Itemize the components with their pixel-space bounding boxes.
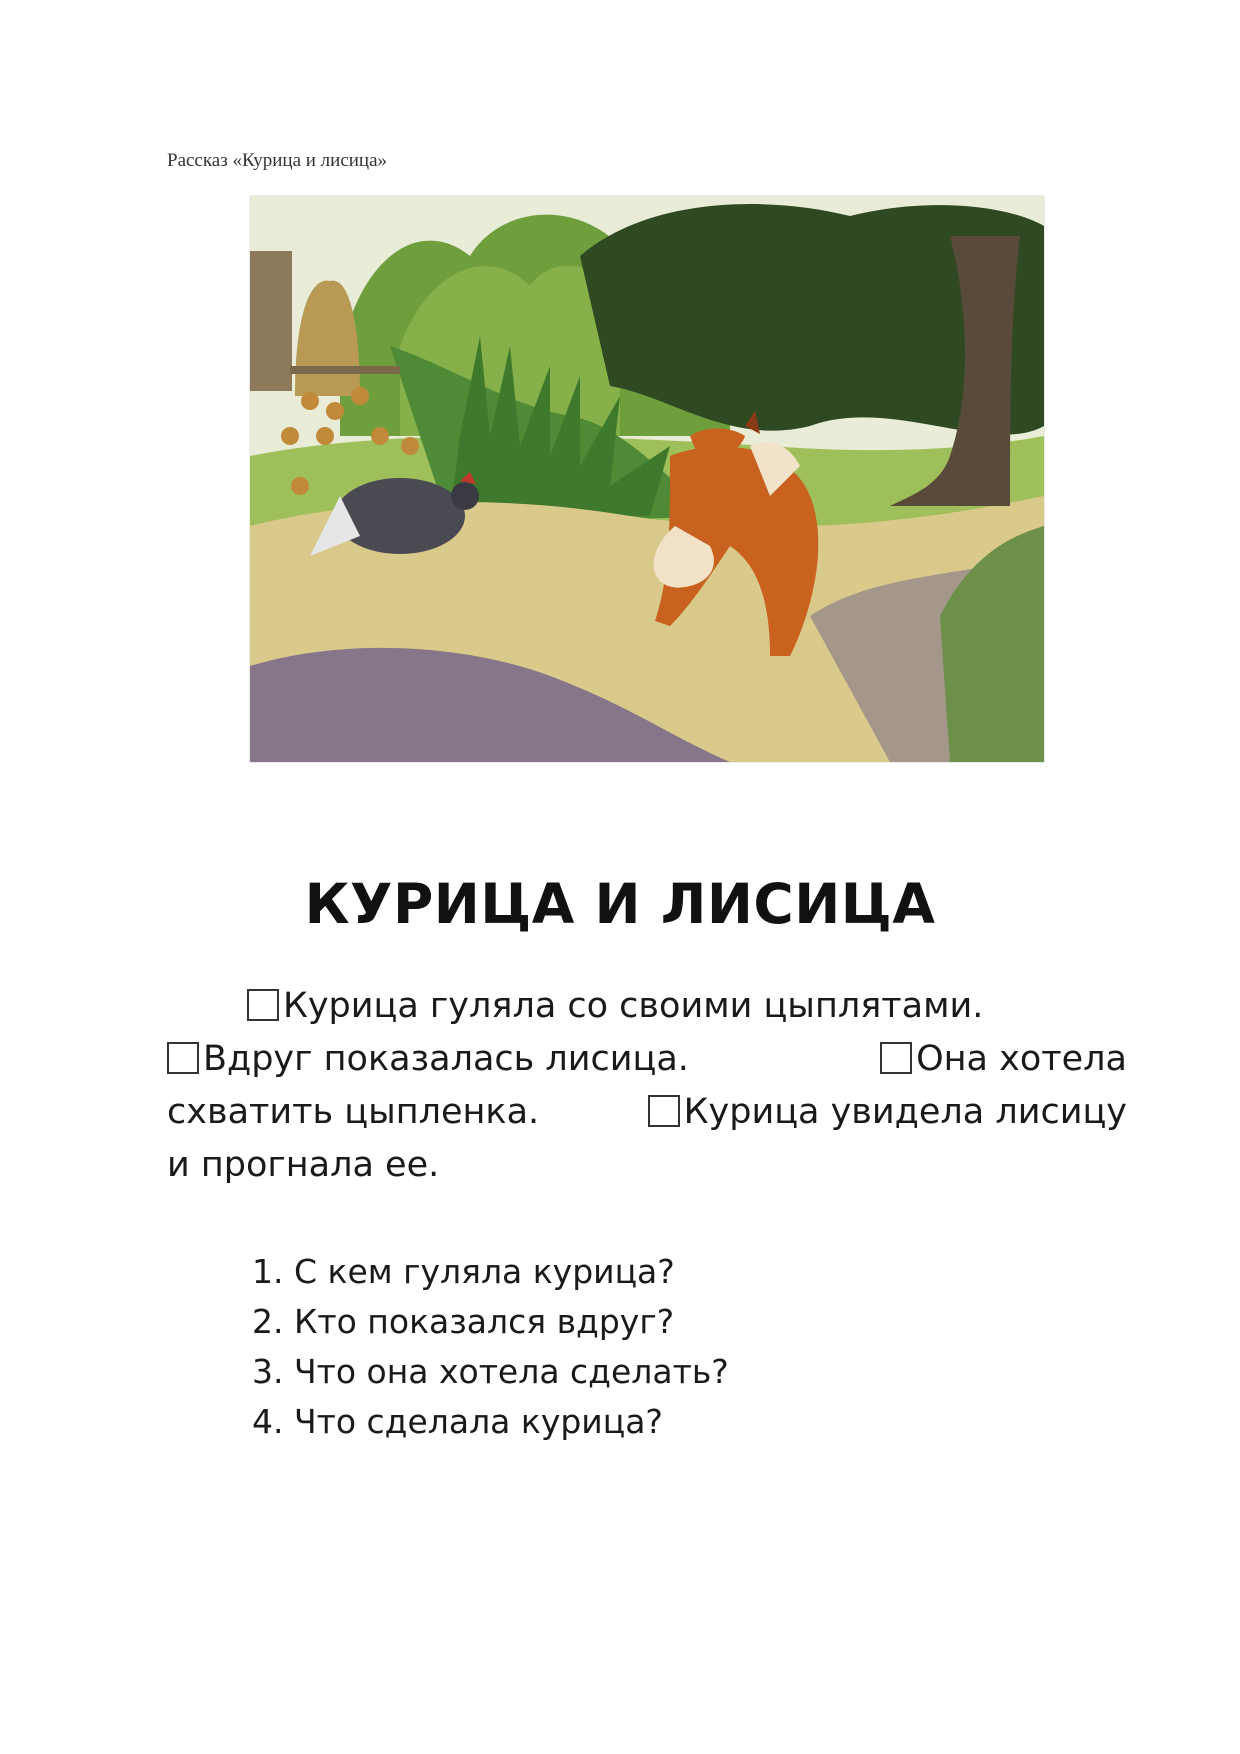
sentence-4-cont: и прогнала ее. xyxy=(167,1145,440,1185)
question-item: 4. Что сделала курица? xyxy=(252,1402,663,1441)
sentence-checkbox-2[interactable] xyxy=(167,1042,199,1074)
page-header-caption: Рассказ «Курица и лисица» xyxy=(167,150,388,171)
story-text xyxy=(167,980,1127,1192)
story-illustration xyxy=(250,196,1044,762)
story-line-2 xyxy=(167,1033,1127,1086)
story-line-1 xyxy=(167,980,1127,1033)
question-item: 1. С кем гуляла курица? xyxy=(252,1252,675,1291)
sentence-checkbox-4[interactable] xyxy=(648,1095,680,1127)
sentence-checkbox-1[interactable] xyxy=(247,989,279,1021)
sentence-4: Курица увидела лисицу xyxy=(648,1086,1127,1139)
sentence-3: Она хотела xyxy=(880,1033,1127,1086)
story-line-3 xyxy=(167,1086,1127,1139)
questions-list xyxy=(252,1247,729,1447)
sentence-2: Вдруг показалась лисица. xyxy=(167,1033,689,1086)
sentence-3-cont: схватить цыпленка. xyxy=(167,1092,540,1132)
sentence-1: Курица гуляла со своими цыплятами. xyxy=(247,980,983,1033)
sentence-checkbox-3[interactable] xyxy=(880,1042,912,1074)
question-item: 2. Кто показался вдруг? xyxy=(252,1302,675,1341)
story-title: КУРИЦА И ЛИСИЦА xyxy=(304,872,936,936)
story-line-4 xyxy=(167,1139,1127,1192)
question-item: 3. Что она хотела сделать? xyxy=(252,1352,729,1391)
